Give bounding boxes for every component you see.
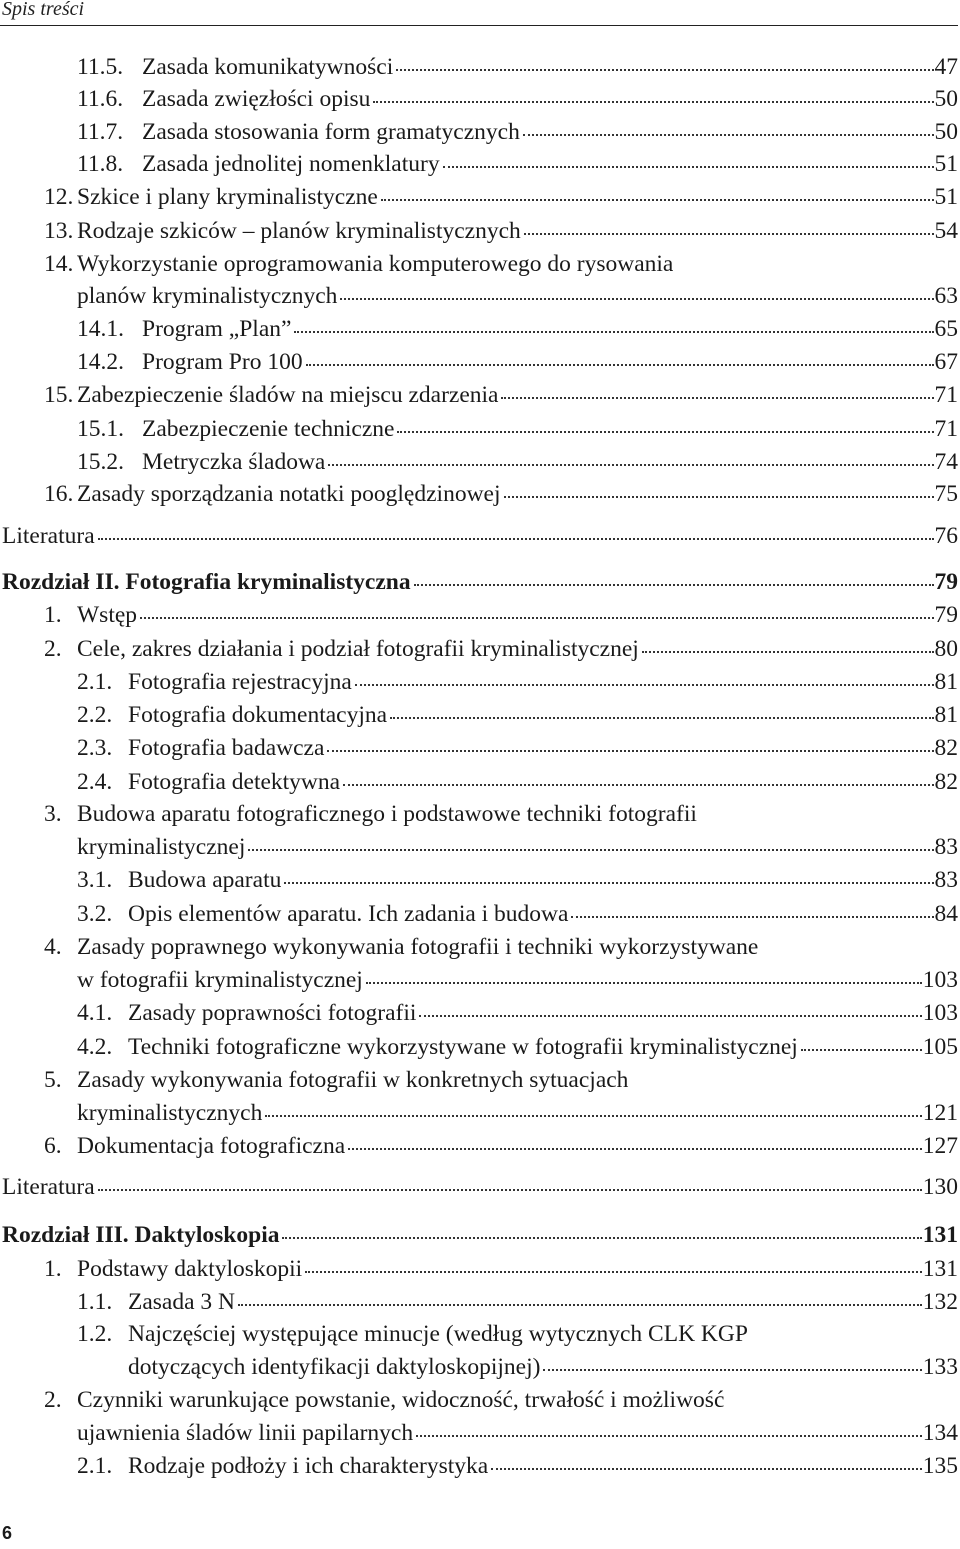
toc-entry [44, 598, 958, 632]
toc-entry-page: 79 [934, 569, 958, 595]
toc-entry-number: 12. [44, 184, 74, 210]
toc-entry-title: planów kryminalistycznych [77, 283, 338, 309]
toc-entry-number: 11.5. [77, 54, 124, 80]
toc-entry-page: 81 [934, 702, 958, 728]
dot-leader [343, 784, 933, 786]
toc-entry-page: 130 [922, 1174, 958, 1200]
toc-entry-title: Dokumentacja fotograficzna [77, 1133, 346, 1159]
toc-entry [77, 1317, 958, 1351]
dot-leader [396, 69, 933, 71]
dot-leader [265, 1115, 921, 1117]
toc-entry-number: 2.2. [77, 702, 113, 728]
toc-entry-page: 83 [934, 867, 958, 893]
toc-entry-page: 81 [934, 669, 958, 695]
dot-leader [248, 849, 933, 851]
dot-leader [282, 1237, 921, 1239]
toc-entry-page: 105 [922, 1034, 958, 1060]
toc-entry-page: 50 [934, 119, 958, 145]
toc-entry [77, 412, 958, 446]
toc-entry-number: 4. [44, 934, 62, 960]
toc-entry [77, 1096, 958, 1130]
toc-entry-title: Rozdział III. Daktyloskopia [2, 1222, 280, 1248]
toc-entry-number: 14.2. [77, 349, 124, 375]
page-number: 6 [2, 1523, 13, 1543]
toc-entry-number: 14. [44, 251, 74, 277]
toc-entry-number: 11.8. [77, 151, 124, 177]
dot-leader [366, 982, 922, 984]
toc-entry-page: 134 [922, 1420, 958, 1446]
toc-entry-number: 15. [44, 382, 74, 408]
toc-entry-page: 54 [934, 218, 958, 244]
dot-leader [801, 1049, 922, 1051]
toc-entry [77, 82, 958, 116]
running-header-title: Spis treści [2, 0, 85, 20]
dot-leader [98, 1189, 922, 1191]
dot-leader [355, 684, 934, 686]
toc-entry-title: Fotografia rejestracyjna [128, 669, 352, 695]
dot-leader [328, 464, 933, 466]
toc-entry-number: 2.3. [77, 735, 113, 761]
toc-entry-page: 133 [922, 1354, 958, 1380]
toc-entry-title: kryminalistycznej [77, 834, 246, 860]
toc-entry-title: Podstawy daktyloskopii [77, 1256, 303, 1282]
toc-entry [77, 279, 958, 313]
toc-entry-number: 16. [44, 481, 74, 507]
toc-entry-title: Wykorzystanie oprogramowania komputerowego do rysowania [77, 251, 674, 277]
toc-entry [77, 897, 958, 931]
toc-entry-title: Zasady sporządzania notatki pooględzinowej [77, 481, 501, 507]
toc-entry-title: Literatura [2, 1174, 95, 1200]
toc-entry [77, 115, 958, 149]
toc-entry-number: 15.1. [77, 416, 124, 442]
toc-entry [44, 1383, 958, 1417]
toc-entry-title: Metryczka śladowa [142, 449, 326, 475]
toc-entry-page: 84 [934, 901, 958, 927]
toc-entry-page: 103 [922, 1000, 958, 1026]
toc-entry-title: Zasada stosowania form gramatycznych [142, 119, 520, 145]
toc-entry-number: 1.1. [77, 1289, 113, 1315]
toc-entry [77, 345, 958, 379]
toc-entry-page: 83 [934, 834, 958, 860]
toc-entry-page: 127 [922, 1133, 958, 1159]
dot-leader [294, 331, 933, 333]
toc-entry-number: 11.6. [77, 86, 124, 112]
toc-entry-title: Cele, zakres działania i podział fotografii kryminalistycznej [77, 636, 639, 662]
toc-entry [77, 312, 958, 346]
toc-entry [77, 996, 958, 1030]
dot-leader [414, 584, 934, 586]
toc-entry-number: 1.2. [77, 1321, 113, 1347]
toc-entry-title: Opis elementów aparatu. Ich zadania i budowa [128, 901, 569, 927]
toc-entry-number: 2.4. [77, 769, 113, 795]
toc-entry-page: 82 [934, 769, 958, 795]
toc-entry [77, 1030, 958, 1064]
toc-entry [77, 863, 958, 897]
toc-entry-page: 71 [934, 416, 958, 442]
toc-entry-page: 74 [934, 449, 958, 475]
dot-leader [419, 1015, 921, 1017]
toc-entry-page: 131 [922, 1256, 958, 1282]
toc-entry [44, 930, 958, 964]
toc-entry-title: w fotografii kryminalistycznej [77, 967, 363, 993]
toc-entry [77, 963, 958, 997]
dot-leader [98, 538, 934, 540]
toc-entry-page: 121 [922, 1100, 958, 1126]
toc-entry-title: Zasada jednolitej nomenklatury [142, 151, 440, 177]
dot-leader [443, 166, 934, 168]
toc-entry-number: 15.2. [77, 449, 124, 475]
dot-leader [543, 1369, 921, 1371]
toc-entry [77, 1449, 958, 1483]
toc-entry-number: 11.7. [77, 119, 124, 145]
toc-entry-title: Zabezpieczenie śladów na miejscu zdarzenia [77, 382, 499, 408]
toc-entry-title: Fotografia detektywna [128, 769, 341, 795]
dot-leader [381, 199, 934, 201]
dot-leader [416, 1435, 922, 1437]
toc-entry [77, 698, 958, 732]
toc-entry-page: 103 [922, 967, 958, 993]
dot-leader [390, 717, 933, 719]
toc-entry [44, 1063, 958, 1097]
toc-entry-number: 14.1. [77, 316, 124, 342]
toc-entry-number: 1. [44, 602, 62, 628]
toc-entry-title: Szkice i plany kryminalistyczne [77, 184, 378, 210]
toc-entry [77, 1285, 958, 1319]
dot-leader [642, 651, 934, 653]
toc-entry-page: 51 [934, 151, 958, 177]
toc-entry [77, 830, 958, 864]
toc-entry-title: Czynniki warunkujące powstanie, widoczność, trwałość i możliwość [77, 1387, 725, 1413]
dot-leader [340, 298, 933, 300]
toc-entry [44, 378, 958, 412]
toc-entry-page: 80 [934, 636, 958, 662]
toc-entry [2, 565, 958, 599]
toc-entry-title: Zasada zwięzłości opisu [142, 86, 371, 112]
toc-entry [44, 214, 958, 248]
toc-entry-number: 2.1. [77, 1453, 113, 1479]
toc-entry-page: 71 [934, 382, 958, 408]
dot-leader [238, 1304, 922, 1306]
toc-entry-title: Budowa aparatu [128, 867, 282, 893]
toc-entry-title: Zasady poprawnego wykonywania fotografii i techniki wykorzystywane [77, 934, 759, 960]
toc-entry-page: 76 [934, 523, 958, 549]
toc-entry [44, 1129, 958, 1163]
toc-entry [77, 50, 958, 84]
dot-leader [305, 1271, 922, 1273]
toc-entry [128, 1350, 958, 1384]
toc-entry [77, 765, 958, 799]
dot-leader [501, 397, 933, 399]
toc-entry-number: 3.2. [77, 901, 113, 927]
toc-entry-number: 6. [44, 1133, 62, 1159]
toc-entry-page: 50 [934, 86, 958, 112]
toc-entry-page: 79 [934, 602, 958, 628]
toc-entry-page: 67 [934, 349, 958, 375]
toc-entry-title: kryminalistycznych [77, 1100, 263, 1126]
toc-entry-page: 131 [922, 1222, 958, 1248]
toc-entry-title: Rodzaje szkiców – planów kryminalistycznych [77, 218, 521, 244]
toc-entry-title: Najczęściej występujące minucje (według wytycznych CLK KGP [128, 1321, 748, 1347]
toc-entry-title: Zasady wykonywania fotografii w konkretnych sytuacjach [77, 1067, 629, 1093]
toc-entry [44, 247, 958, 281]
dot-leader [523, 134, 934, 136]
dot-leader [348, 1148, 922, 1150]
toc-entry-title: dotyczących identyfikacji daktyloskopijnej) [128, 1354, 541, 1380]
toc-entry-title: ujawnienia śladów linii papilarnych [77, 1420, 414, 1446]
toc-entry-number: 4.1. [77, 1000, 113, 1026]
toc-entry-page: 82 [934, 735, 958, 761]
toc-entry-title: Rodzaje podłoży i ich charakterystyka [128, 1453, 489, 1479]
dot-leader [284, 882, 933, 884]
toc-entry [2, 519, 958, 553]
toc-entry-title: Zasada komunikatywności [142, 54, 394, 80]
toc-entry-page: 135 [922, 1453, 958, 1479]
toc-entry [44, 632, 958, 666]
dot-leader [327, 750, 933, 752]
toc-entry-title: Program Pro 100 [142, 349, 303, 375]
toc-entry-title: Program „Plan” [142, 316, 292, 342]
toc-entry [77, 445, 958, 479]
toc-entry-number: 1. [44, 1256, 62, 1282]
toc-entry-page: 75 [934, 481, 958, 507]
toc-entry-title: Fotografia badawcza [128, 735, 325, 761]
dot-leader [571, 916, 933, 918]
toc-entry [44, 797, 958, 831]
toc-entry-number: 3. [44, 801, 62, 827]
toc-entry-page: 132 [922, 1289, 958, 1315]
toc-entry-page: 47 [934, 54, 958, 80]
dot-leader [504, 496, 934, 498]
toc-entry [77, 731, 958, 765]
toc-entry-number: 2. [44, 1387, 62, 1413]
dot-leader [491, 1468, 922, 1470]
toc-entry-page: 63 [934, 283, 958, 309]
toc-entry-title: Wstęp [77, 602, 138, 628]
toc-entry-title: Techniki fotograficzne wykorzystywane w fotografii kryminalistycznej [128, 1034, 798, 1060]
toc-entry [77, 147, 958, 181]
dot-leader [524, 233, 934, 235]
toc-entry-number: 4.2. [77, 1034, 113, 1060]
dot-leader [397, 431, 933, 433]
toc-entry [77, 665, 958, 699]
dot-leader [140, 617, 933, 619]
toc-entry-title: Literatura [2, 523, 95, 549]
toc-entry [44, 180, 958, 214]
toc-entry-number: 13. [44, 218, 74, 244]
toc-entry-title: Zasada 3 N [128, 1289, 236, 1315]
toc-entry [77, 1416, 958, 1450]
toc-entry-number: 2. [44, 636, 62, 662]
toc-entry-page: 51 [934, 184, 958, 210]
toc-entry-title: Zabezpieczenie techniczne [142, 416, 395, 442]
toc-entry-page: 65 [934, 316, 958, 342]
toc-entry [2, 1218, 958, 1252]
toc-entry-number: 2.1. [77, 669, 113, 695]
toc-entry-number: 5. [44, 1067, 62, 1093]
toc-entry-title: Budowa aparatu fotograficznego i podstawowe techniki fotografii [77, 801, 697, 827]
dot-leader [306, 364, 934, 366]
toc-entry [2, 1170, 958, 1204]
toc-entry-title: Fotografia dokumentacyjna [128, 702, 388, 728]
toc-entry-number: 3.1. [77, 867, 113, 893]
dot-leader [373, 101, 933, 103]
toc-entry [44, 477, 958, 511]
toc-entry [44, 1252, 958, 1286]
toc-entry-title: Rozdział II. Fotografia kryminalistyczna [2, 569, 411, 595]
toc-entry-title: Zasady poprawności fotografii [128, 1000, 417, 1026]
